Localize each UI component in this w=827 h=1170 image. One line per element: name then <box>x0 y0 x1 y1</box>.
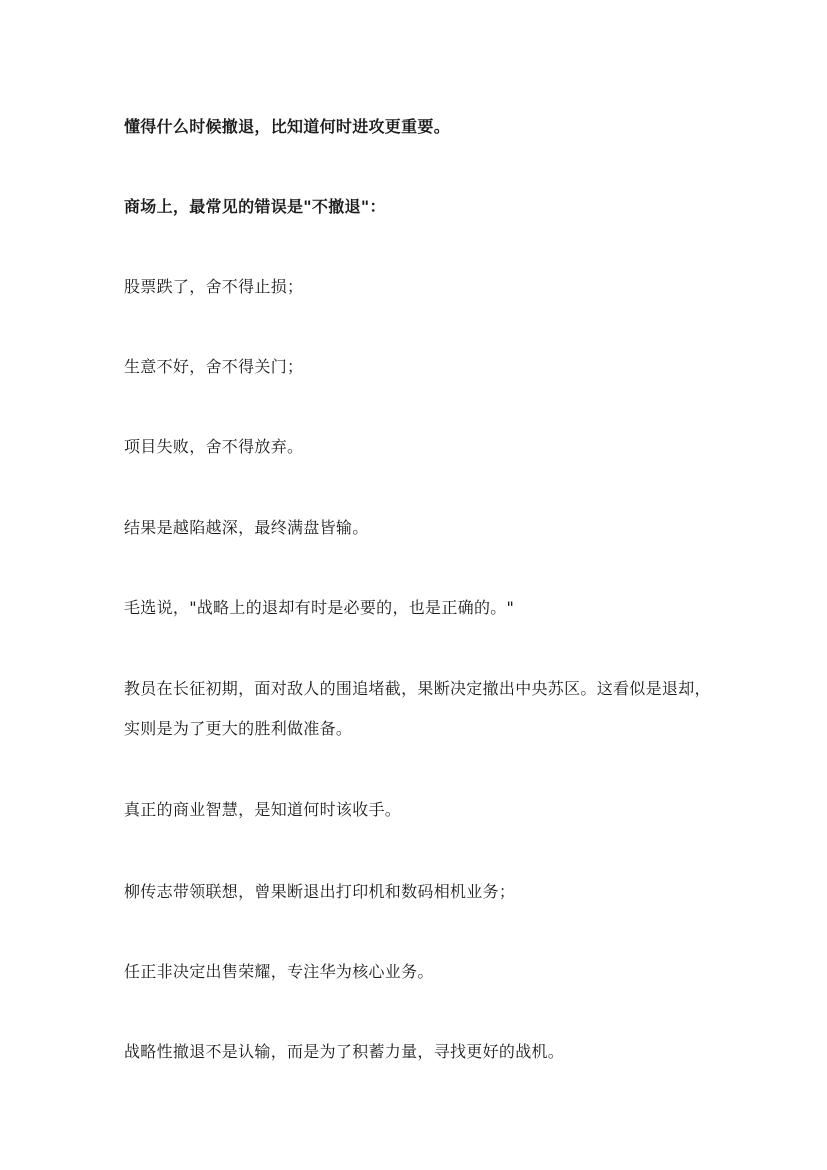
paragraph-heading: 懂得什么时候撤退，比知道何时进攻更重要。 <box>124 117 451 136</box>
paragraph: 真正的商业智慧，是知道何时该收手。 <box>124 800 402 819</box>
paragraph: 生意不好，舍不得关门； <box>124 357 304 376</box>
paragraph-subheading: 商场上，最常见的错误是"不撤退"： <box>124 197 386 216</box>
paragraph: 任正非决定出售荣耀，专注华为核心业务。 <box>124 962 434 981</box>
paragraph: 柳传志带领联想，曾果断退出打印机和数码相机业务； <box>124 882 516 901</box>
paragraph: 项目失败，舍不得放弃。 <box>124 437 304 456</box>
paragraph-quote: 毛选说，"战略上的退却有时是必要的，也是正确的。" <box>124 598 515 617</box>
paragraph: 结果是越陷越深，最终满盘皆输。 <box>124 518 369 537</box>
paragraph-multiline: 教员在长征初期，面对敌人的围追堵截，果断决定撤出中央苏区。这看似是退却，实则是为了更大的胜利做准备。 <box>124 679 711 738</box>
paragraph: 股票跌了，舍不得止损； <box>124 277 304 296</box>
paragraph: 战略性撤退不是认输，而是为了积蓄力量，寻找更好的战机。 <box>124 1042 565 1061</box>
